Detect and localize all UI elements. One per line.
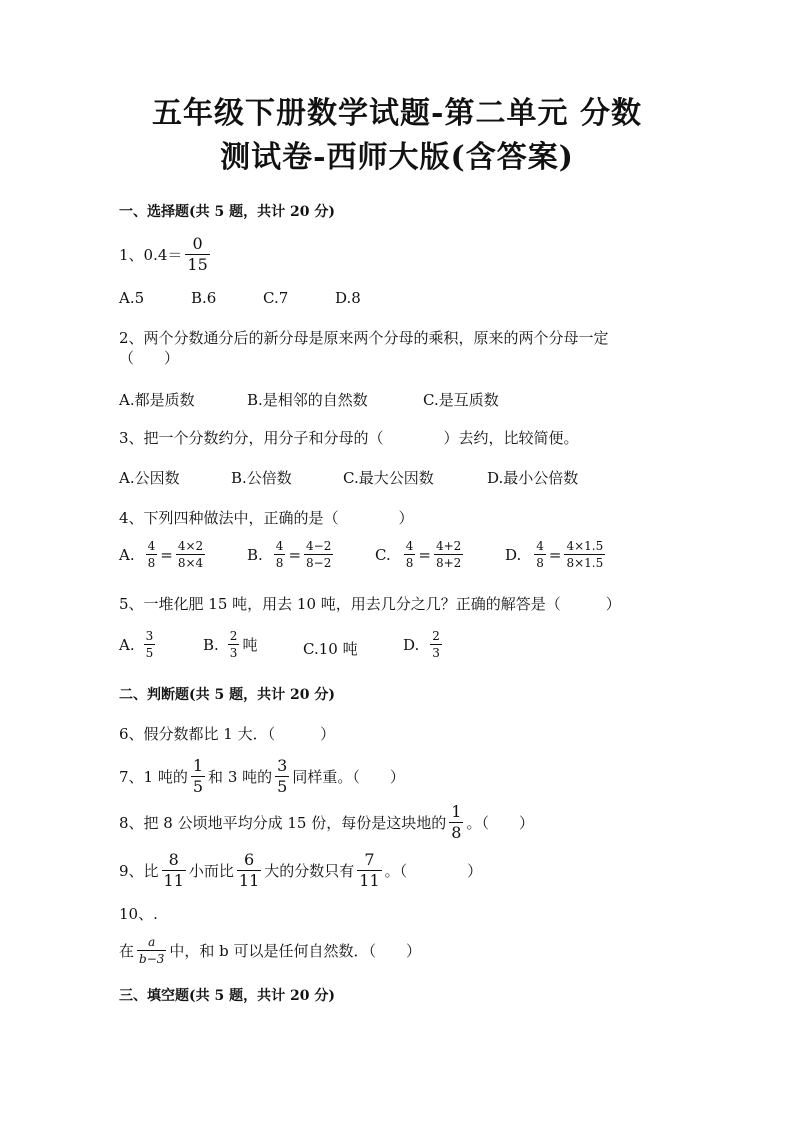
numerator: 4 [147, 539, 156, 553]
question-7-part1: 7、1 吨的 [119, 768, 188, 786]
option-label: B. [203, 635, 219, 654]
question-5-option-b [203, 630, 257, 659]
fraction-bar [146, 554, 158, 555]
fraction-bar [228, 644, 240, 645]
question-9-fraction-2 [237, 852, 261, 889]
section-heading-choice: 一、选择题(共 5 题，共计 20 分) [119, 204, 335, 220]
denominator: 3 [432, 646, 440, 660]
denominator: 8×4 [177, 556, 204, 570]
fraction-bar [304, 554, 333, 555]
question-1-option-d: D.8 [335, 289, 361, 307]
question-2-option-c: C.是互质数 [423, 391, 499, 409]
option-label: A. [119, 635, 135, 654]
section-heading-judgement: 二、判断题(共 5 题，共计 20 分) [119, 687, 335, 703]
question-5-option-c: C.10 吨 [303, 640, 358, 658]
fraction-bar [137, 950, 166, 951]
option-label: D. [403, 635, 420, 654]
denominator: 8 [405, 556, 414, 570]
option-fraction [430, 630, 442, 659]
question-2-option-a: A.都是质数 [119, 391, 195, 409]
question-9-fraction-3 [357, 852, 381, 889]
denominator: 8 [536, 556, 544, 570]
fraction-bar [144, 644, 156, 645]
denominator: 8 [451, 823, 462, 842]
question-8 [119, 804, 534, 841]
denominator: 8×1.5 [566, 556, 604, 570]
question-1-option-c: C.7 [263, 289, 289, 307]
question-4-text: 4、下列四种做法中，正确的是（ ） [119, 509, 414, 527]
numerator: 4+2 [435, 539, 462, 553]
right-fraction [564, 540, 605, 569]
question-1-option-b: B.6 [191, 289, 217, 307]
question-9-part3: 大的分数只有 [264, 862, 355, 880]
denominator: 8 [147, 556, 156, 570]
page-title-line1: 五年级下册数学试题-第二单元 分数 [152, 96, 642, 131]
question-3-option-c: C.最大公因数 [343, 469, 434, 487]
option-label: A. [119, 545, 135, 564]
numerator: 4×1.5 [566, 539, 604, 553]
numerator: 1 [192, 756, 204, 775]
denominator: 5 [277, 777, 288, 796]
question-4-option-b [247, 540, 336, 569]
question-9-part4: 。（ ） [384, 862, 483, 880]
question-10 [119, 936, 421, 965]
left-fraction [534, 540, 546, 569]
question-1-prefix: 1、0.4＝ [119, 246, 183, 264]
left-fraction [146, 540, 158, 569]
question-10-part1: 在 [119, 942, 135, 960]
question-8-part1: 8、把 8 公顷地平均分成 15 份，每份是这块地的 [119, 814, 447, 832]
question-9 [119, 852, 482, 889]
numerator: 2 [432, 629, 440, 643]
equals-sign: = [160, 545, 173, 564]
fraction-numerator: 0 [192, 234, 203, 253]
numerator: 7 [364, 850, 375, 869]
denominator: 11 [238, 871, 260, 890]
question-10-head: 10、. [119, 905, 158, 923]
denominator: b−3 [139, 952, 165, 966]
question-3-option-a: A.公因数 [119, 469, 180, 487]
fraction-bar [274, 554, 286, 555]
fraction-bar [534, 554, 546, 555]
denominator: 3 [229, 646, 238, 660]
question-8-fraction [449, 804, 463, 841]
numerator: 2 [229, 629, 238, 643]
numerator: 4−2 [306, 539, 332, 553]
option-fraction [228, 630, 240, 659]
denominator: 5 [145, 646, 154, 660]
question-3-option-d: D.最小公倍数 [487, 469, 579, 487]
fraction-bar [430, 644, 442, 645]
numerator: 3 [145, 629, 154, 643]
question-4-option-a [119, 540, 208, 569]
question-10-fraction [137, 936, 166, 965]
question-7-part2: 和 3 吨的 [208, 768, 273, 786]
denominator: 11 [163, 871, 184, 890]
numerator: 6 [244, 850, 255, 869]
question-1 [119, 236, 213, 273]
question-7-part3: 同样重。（ ） [292, 768, 405, 786]
right-fraction [434, 540, 463, 569]
question-2-text: 2、两个分数通分后的新分母是原来两个分母的乘积，原来的两个分母一定 [119, 329, 609, 347]
question-5-option-a [119, 630, 158, 659]
question-9-fraction-1 [162, 852, 186, 889]
numerator: 1 [451, 802, 462, 821]
question-10-part2: 中，和 b 可以是任何自然数．（ ） [169, 942, 422, 960]
option-unit: 吨 [242, 636, 258, 654]
question-3-option-b: B.公倍数 [231, 469, 292, 487]
equals-sign: = [288, 545, 302, 564]
denominator: 8+2 [435, 556, 462, 570]
question-5-option-d [403, 630, 445, 659]
question-6-text: 6、假分数都比 1 大．（ ） [119, 725, 336, 743]
option-label: B. [247, 545, 263, 564]
numerator: 4×2 [177, 539, 204, 553]
left-fraction [404, 540, 416, 569]
denominator: 8−2 [306, 556, 332, 570]
question-4-option-c [375, 540, 466, 569]
question-3-text: 3、把一个分数约分，用分子和分母的（ ）去约，比较简便。 [119, 429, 579, 447]
option-label: D. [505, 545, 522, 564]
question-1-fraction [185, 236, 209, 273]
question-7-fraction-1 [191, 758, 205, 795]
right-fraction [304, 540, 333, 569]
numerator: 4 [405, 539, 414, 553]
question-4-option-d [505, 540, 608, 569]
right-fraction [176, 540, 205, 569]
fraction-bar [404, 554, 416, 555]
numerator: 4 [536, 539, 544, 553]
numerator: 3 [277, 756, 288, 775]
option-fraction [144, 630, 156, 659]
denominator: 11 [359, 871, 380, 890]
question-2-blank: （ ） [119, 349, 180, 367]
numerator: a [148, 935, 156, 949]
section-heading-fill-in: 三、填空题(共 5 题，共计 20 分) [119, 988, 335, 1004]
question-2-option-b: B.是相邻的自然数 [247, 391, 368, 409]
question-7 [119, 758, 405, 795]
page-title-line2: 测试卷-西师大版(含答案) [220, 140, 574, 175]
question-5-text: 5、一堆化肥 15 吨，用去 10 吨，用去几分之几？正确的解答是（ ） [119, 595, 621, 613]
equals-sign: = [418, 545, 431, 564]
fraction-bar [176, 554, 205, 555]
question-9-part1: 9、比 [119, 862, 159, 880]
option-label: C. [375, 545, 391, 564]
question-7-fraction-2 [275, 758, 289, 795]
question-1-option-a: A.5 [119, 289, 145, 307]
denominator: 5 [192, 777, 204, 796]
numerator: 8 [168, 850, 179, 869]
fraction-denominator: 15 [187, 255, 208, 274]
fraction-bar [564, 554, 605, 555]
numerator: 4 [275, 539, 284, 553]
left-fraction [274, 540, 286, 569]
question-9-part2: 小而比 [188, 862, 234, 880]
equals-sign: = [548, 545, 562, 564]
fraction-bar [434, 554, 463, 555]
denominator: 8 [275, 556, 284, 570]
question-8-part2: 。（ ） [466, 814, 534, 832]
